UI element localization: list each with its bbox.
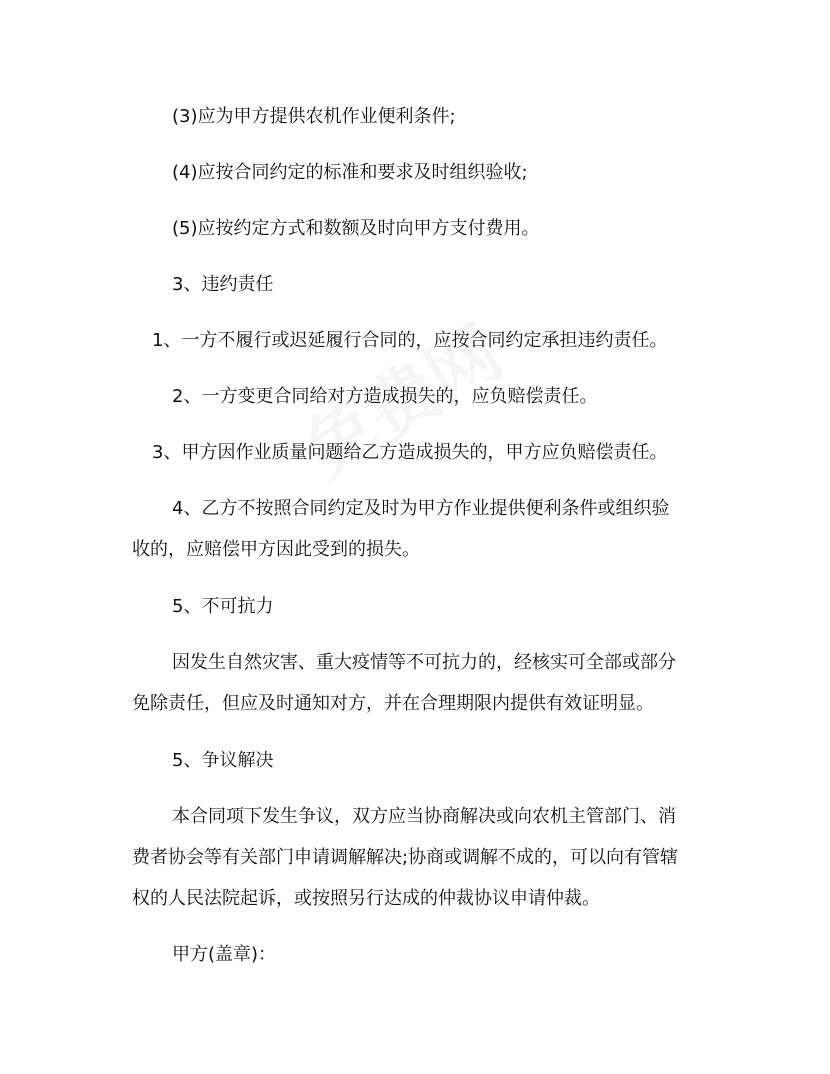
text-line: 费者协会等有关部门申请调解解决;协商或调解不成的，可以向有管辖 [132, 847, 679, 868]
text-line: (5)应按约定方式和数额及时向甲方支付费用。 [172, 218, 540, 239]
text-line: 5、不可抗力 [172, 596, 274, 617]
text-line: 2、一方变更合同给对方造成损失的，应负赔偿责任。 [172, 386, 598, 407]
text-line: 本合同项下发生争议，双方应当协商解决或向农机主管部门、消 [172, 806, 676, 827]
text-line: 1、一方不履行或迟延履行合同的，应按合同约定承担违约责任。 [152, 330, 668, 351]
text-line: 3、甲方因作业质量问题给乙方造成损失的，甲方应负赔偿责任。 [152, 442, 668, 463]
text-line: (3)应为甲方提供农机作业便利条件; [172, 106, 456, 127]
text-line: 甲方(盖章)： [172, 944, 277, 965]
text-line: 收的，应赔偿甲方因此受到的损失。 [132, 539, 420, 560]
text-line: 免除责任，但应及时通知对方，并在合理期限内提供有效证明显。 [132, 693, 654, 714]
text-line: (4)应按合同约定的标准和要求及时组织验收; [172, 162, 528, 183]
text-line: 权的人民法院起诉，或按照另行达成的仲裁协议申请仲裁。 [132, 888, 600, 909]
text-line: 因发生自然灾害、重大疫情等不可抗力的，经核实可全部或部分 [172, 652, 676, 673]
text-line: 5、争议解决 [172, 750, 274, 771]
text-line: 4、乙方不按照合同约定及时为甲方作业提供便利条件或组织验 [172, 498, 670, 519]
text-line: 3、违约责任 [172, 274, 274, 295]
